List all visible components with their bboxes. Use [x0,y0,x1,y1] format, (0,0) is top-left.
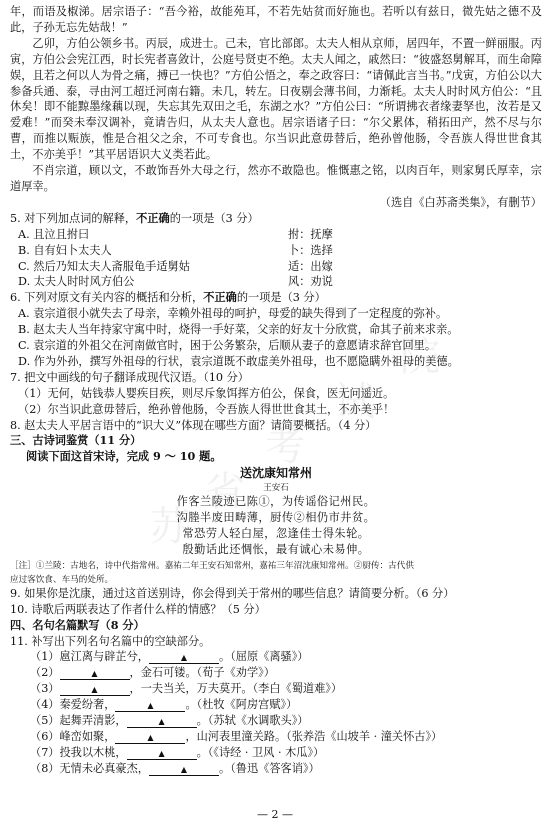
q6-option-a: A. 袁宗道很小就失去了母亲，幸赖外祖母的呵护，母爱的缺失得到了一定程度的弥补。 [18,307,448,321]
poem-line-3: 常恐劳人轻白屋，忽逢佳士得朱轮。 [182,527,370,540]
q6-option-d: D. 作为外孙，撰写外祖母的行状，袁宗道既不敢虚美外祖母，也不愿隐瞒外祖母的美德。 [18,354,459,368]
q11-item-1: （1）扈江离与辟芷兮， ▲ 。（屈原《离骚》） [30,650,309,664]
poem-line-4: 殷勤话此还惆怅，最有诚心未易伸。 [182,542,370,556]
watermark-char: 试 [335,379,375,425]
poem-title: 送沈康知常州 [239,466,312,481]
q11-item-5: （5）起舞弄清影， ▲ 。（苏轼《水调歌头》） [30,714,309,728]
watermark-char: 考 [265,424,305,470]
poem-line-1: 作客兰陵迹已陈①，为传谣俗记州民。 [176,495,376,509]
watermark-char: 省 [205,469,245,515]
section-4-title: 四、名句名篇默写（8 分） [10,617,145,632]
watermark-char: 苏 [150,504,190,550]
q7-stem: 7. 把文中画线的句子翻译成现代汉语。（10 分） [10,370,249,384]
section-3-intro: 阅读下面这首宋诗，完成 9 ～ 10 题。 [26,449,222,464]
q5-option-c: C. 然后乃知太夫人斋服龟手适舅姑 适：出嫁 [18,259,333,273]
passage-line-1: 年，而语及椒涕。居宗语子：“吾今裕，故能苑耳，不若先姑贫而好施也。若听以有兹日，微先姑之德不及此，子孙无忘先姑哉！” [10,5,542,34]
answer-blank[interactable]: ▲ [60,668,130,680]
q11-item-7: （7）投我以木桃， ▲ 。（《诗经 · 卫风 · 木瓜》） [30,745,325,759]
q7-sentence-1: （1）无何，姑钱恭人婴疾目疾，则尽斥象饵挥方伯公，保食，医无问遥近。 [18,386,395,400]
answer-blank[interactable]: ▲ [127,748,197,760]
q6-option-b: B. 赵太夫人当年持家守寓中时，烧得一手好菜，父亲的好友十分欣赏，命其子前来求亲。 [18,323,459,337]
page-number: — 2 — [257,808,293,821]
q8-stem: 8. 赵太夫人平居言语中的“识大义”体现在哪些方面？请简要概括。（4 分） [10,418,377,432]
poem-note-2: 应过客饮食、车马的处所。 [10,574,114,585]
q7-sentence-2: （2）尔当识此意毋替后，绝孙曾他肠，令吾族人得世世食其土，不亦美乎！ [18,402,395,416]
answer-blank[interactable]: ▲ [115,732,185,744]
poem-note-1: ［注］①兰陵：古地名，诗中代指常州。嘉祐二年王安石知常州，嘉祐三年沼沈康知常州。②厨传：古代供 [10,560,414,571]
q5-stem: 5. 对下列加点词的解释，不正确的一项是（3 分） [10,210,259,225]
q11-item-3: （3） ▲ ，一夫当关，万夫莫开。（李白《蜀道难》） [30,682,343,696]
q5-option-d: D. 太夫人时时风方伯公 风：劝说 [18,275,333,289]
q10-stem: 10. 诗歌后两联表达了作者什么样的情感？（5 分） [10,602,266,616]
poem-line-2: 沟塍半废田畴薄，厨传②相仍市井贫。 [176,511,376,525]
passage-source: （选自《白苏斋类集》，有删节） [379,195,542,209]
answer-blank[interactable]: ▲ [149,652,219,664]
section-3-title: 三、古诗词鉴赏（11 分） [10,433,142,448]
q11-item-4: （4）秦爱纷奢， ▲ 。（杜牧《阿房宫赋》） [30,698,298,712]
answer-blank[interactable]: ▲ [149,764,219,776]
q6-option-c: C. 袁宗道的外祖父在河南做官时，困于公务繁杂，后顺从妻子的意愿请求辞官回里。 [18,339,437,353]
q6-stem: 6. 下列对原文有关内容的概括和分析，不正确的一项是（3 分） [10,290,326,305]
q11-item-2: （2） ▲ ，金石可镂。（荀子《劝学》） [30,666,275,680]
q9-stem: 9. 如果你是沈康，通过这首送别诗，你会得到关于常州的哪些信息？请简要分析。（6 分） [10,586,455,600]
q5-option-b: B. 自有妇卜太夫人 卜：选择 [18,243,333,257]
q5-option-a: A. 且泣且拊曰 拊：抚摩 [18,227,333,241]
q11-item-8: （8）无情未必真豪杰， ▲ 。（鲁迅《答客诮》） [30,761,320,775]
answer-blank[interactable]: ▲ [60,684,130,696]
watermark-char: 院 [400,334,440,380]
q11-item-6: （6）峰峦如聚， ▲ ，山河表里潼关路。（张养浩《山坡羊 · 潼关怀古》） [30,729,443,743]
poem-author: 王安石 [263,483,289,494]
answer-blank[interactable]: ▲ [127,716,197,728]
passage-paragraph-2: 乙卯，方伯公领乡书。丙辰，成进士。己未，官比部郎。太夫人相从京师，居四年，不置一鲜丽服。丙寅，方伯公会宪江西，时长宪者喜敛计，公庭号贤吏不绝。太夫人闻之，戚然曰：“彼盛怒舅解耳，而生命障娱，且若之何以人为骨之痛，搏已一快也？”方伯公悟之，奉之政容曰：“请佩此言当书。”戊寅，方伯公以大参备兵通、泰，寻由河工超迁河南右籍。未几，转左。日夜剔会薄书间，力渐耗。太夫人时时风方伯公：“且休矣！即不能黥墨缘藕以现，失忘其先双田之毛，东湖之水？”方伯公曰：“所谓拂衣者缘妻孥也，汝若是又爱难！”而癸未奉汉调补，竟请告归，从太夫人意也。居宗语诸子曰：“尔父累体，稍拓田产，然不尽与尔曹，而推以赈族，惟是合祖父之余，不可专食也。尔当识此意毋替后，绝孙曾他肠，令吾族人得世世食其土，不亦美乎！”其平居语识大义类若此。 [10,36,542,162]
passage-paragraph-3: 不肖宗道，顾以文，不敢饰吾外大母之行，然亦不敢隐也。惟慨惠之铭，以肉百年，则家舅氏厚幸，宗道厚幸。 [10,164,542,193]
answer-blank[interactable]: ▲ [115,700,185,712]
exam-page [10,4,542,777]
q11-stem: 11. 补写出下列名句名篇中的空缺部分。 [10,634,211,648]
